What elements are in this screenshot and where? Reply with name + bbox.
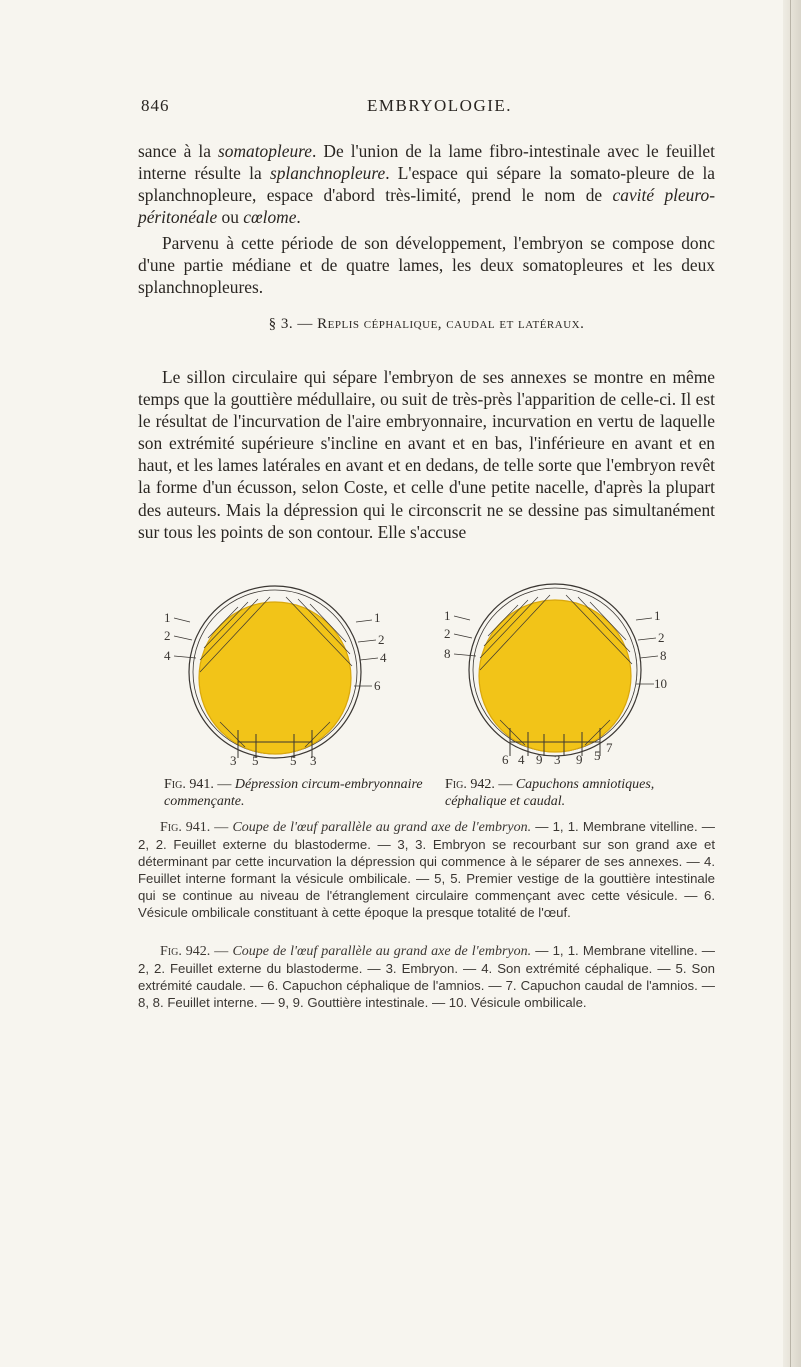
- legend-942-lead: Fig. 942. —: [160, 944, 229, 959]
- label-7-bottom: 7: [606, 740, 613, 755]
- label-1-right: 1: [374, 610, 381, 625]
- legend-941-lead: Fig. 941. —: [160, 820, 229, 835]
- text-run: .: [296, 207, 301, 228]
- vesicule-ombilicale: [199, 602, 351, 754]
- label-9-bottom: 9: [536, 752, 543, 767]
- term-coelome: cœlome: [243, 207, 297, 228]
- vesicule-ombilicale: [479, 600, 631, 752]
- caption-941-title: Dépression circum-embryonnaire commençante.: [164, 777, 423, 809]
- label-6-bottom: 6: [502, 752, 509, 767]
- label-5-bottom: 5: [594, 748, 601, 763]
- running-title: EMBRYOLOGIE.: [367, 96, 513, 115]
- figure-941: [160, 562, 410, 767]
- label-1-right: 1: [654, 608, 661, 623]
- legend-942: [138, 942, 715, 1011]
- caption-941: [164, 776, 434, 810]
- legend-942-title: Coupe de l'œuf parallèle au grand axe de l'embryon.: [232, 944, 532, 959]
- figure-942-drawing: [440, 562, 690, 767]
- label-8-left: 8: [444, 646, 451, 661]
- caption-942-number: Fig. 942. —: [445, 777, 513, 792]
- caption-942: [445, 776, 695, 810]
- label-2-right: 2: [658, 630, 665, 645]
- legend-941-text: — 1, 1. Membrane vitelline. — 2, 2. Feuillet externe du blastoderme. — 3, 3. Embryon se recourbant sur son grand axe et déterminant par cette incurvation la dépression qui commence à le séparer de ses annexes. — 4. Feuillet interne formant la vésicule ombilicale. — 5, 5. Premier vestige de la gouttière intestinale qui se continue au niveau de l'étranglement circulaire commençant avec cette vésicule. — 6. Vésicule ombilicale constituant à cette époque la presque totalité de l'œuf.: [138, 819, 715, 921]
- paragraph-2: Parvenu à cette période de son développement, l'embryon se compose donc d'une partie médiane et de quatre lames, les deux somatopleures et les deux splanchnopleures.: [138, 233, 715, 298]
- legend-941-title: Coupe de l'œuf parallèle au grand axe de l'embryon.: [232, 820, 532, 835]
- intro-paragraph: [138, 140, 715, 228]
- term-cavite: cavité pleuro-péritonéale: [138, 185, 715, 228]
- label-3-bottom: 3: [230, 753, 237, 767]
- label-3-bottom: 3: [554, 752, 561, 767]
- label-3b-bottom: 3: [310, 753, 317, 767]
- label-5b-bottom: 5: [290, 753, 297, 767]
- text-run: sance à la: [138, 141, 218, 161]
- page-header: [135, 96, 695, 120]
- edge-shadow-line: [790, 0, 791, 1367]
- figure-942: [440, 562, 690, 767]
- label-4-left: 4: [164, 648, 171, 663]
- label-1-left: 1: [444, 608, 451, 623]
- label-4-right: 4: [380, 650, 387, 665]
- legend-941: [138, 818, 715, 922]
- label-1-left: 1: [164, 610, 171, 625]
- label-4-bottom: 4: [518, 752, 525, 767]
- figure-941-drawing: [160, 562, 410, 767]
- text-run: ou: [217, 207, 244, 228]
- section-heading: [138, 316, 715, 333]
- caption-941-number: Fig. 941. —: [164, 777, 232, 792]
- label-2-left: 2: [444, 626, 451, 641]
- label-9b-bottom: 9: [576, 752, 583, 767]
- label-2-right: 2: [378, 632, 385, 647]
- page-number: 846: [141, 96, 170, 115]
- legend-942-text: — 1, 1. Membrane vitelline. — 2, 2. Feuillet externe du blastoderme. — 3. Embryon. — 4. Son extrémité céphalique. — 5. Son extrémité caudale. — 6. Capuchon céphalique de l'amnios. — 7. Capuchon caudal de l'amnios. — 8, 8. Feuillet interne. — 9, 9. Gouttière intestinale. — 10. Vésicule ombilicale.: [138, 943, 715, 1011]
- page-edge: [783, 0, 801, 1367]
- term-somatopleure: somatopleure: [217, 141, 313, 161]
- text-run: . De l'union de la lame fibro-intestinale avec le feuillet interne résulte la: [138, 141, 715, 184]
- section-title: Replis céphalique, caudal et latéraux.: [317, 316, 585, 332]
- label-5-bottom: 5: [252, 753, 259, 767]
- label-6-right: 6: [374, 678, 381, 693]
- caption-942-title: Capuchons amniotiques, céphalique et caudal.: [445, 777, 655, 809]
- term-splanchnopleure: splanchnopleure: [269, 163, 386, 184]
- label-2-left: 2: [164, 628, 171, 643]
- paragraph-3: Le sillon circulaire qui sépare l'embryon de ses annexes se montre en même temps que la gouttière médullaire, ou suit de très-près l'apparition de celle-ci. Il est le résultat de l'incurvation de l'aire embryonnaire, incurvation en vertu de laquelle son extrémité supérieure s'incline en avant et en bas, l'inférieure en avant et en haut, et les lames latérales en avant et en dedans, de telle sorte que l'embryon revêt la forme d'un écusson, selon Coste, et celle d'une petite nacelle, d'après la plupart des auteurs. Mais la dépression qui le circonscrit ne se dessine pas simultanément sur tous les points de son contour. Elle s'accuse: [138, 367, 715, 542]
- section-number: § 3. —: [268, 316, 313, 332]
- label-10-right: 10: [654, 676, 667, 691]
- text-run: . L'espace qui sépare la somato-pleure de la splanchnopleure, espace d'abord très-limité, prend le nom de: [138, 163, 715, 206]
- label-8-right: 8: [660, 648, 667, 663]
